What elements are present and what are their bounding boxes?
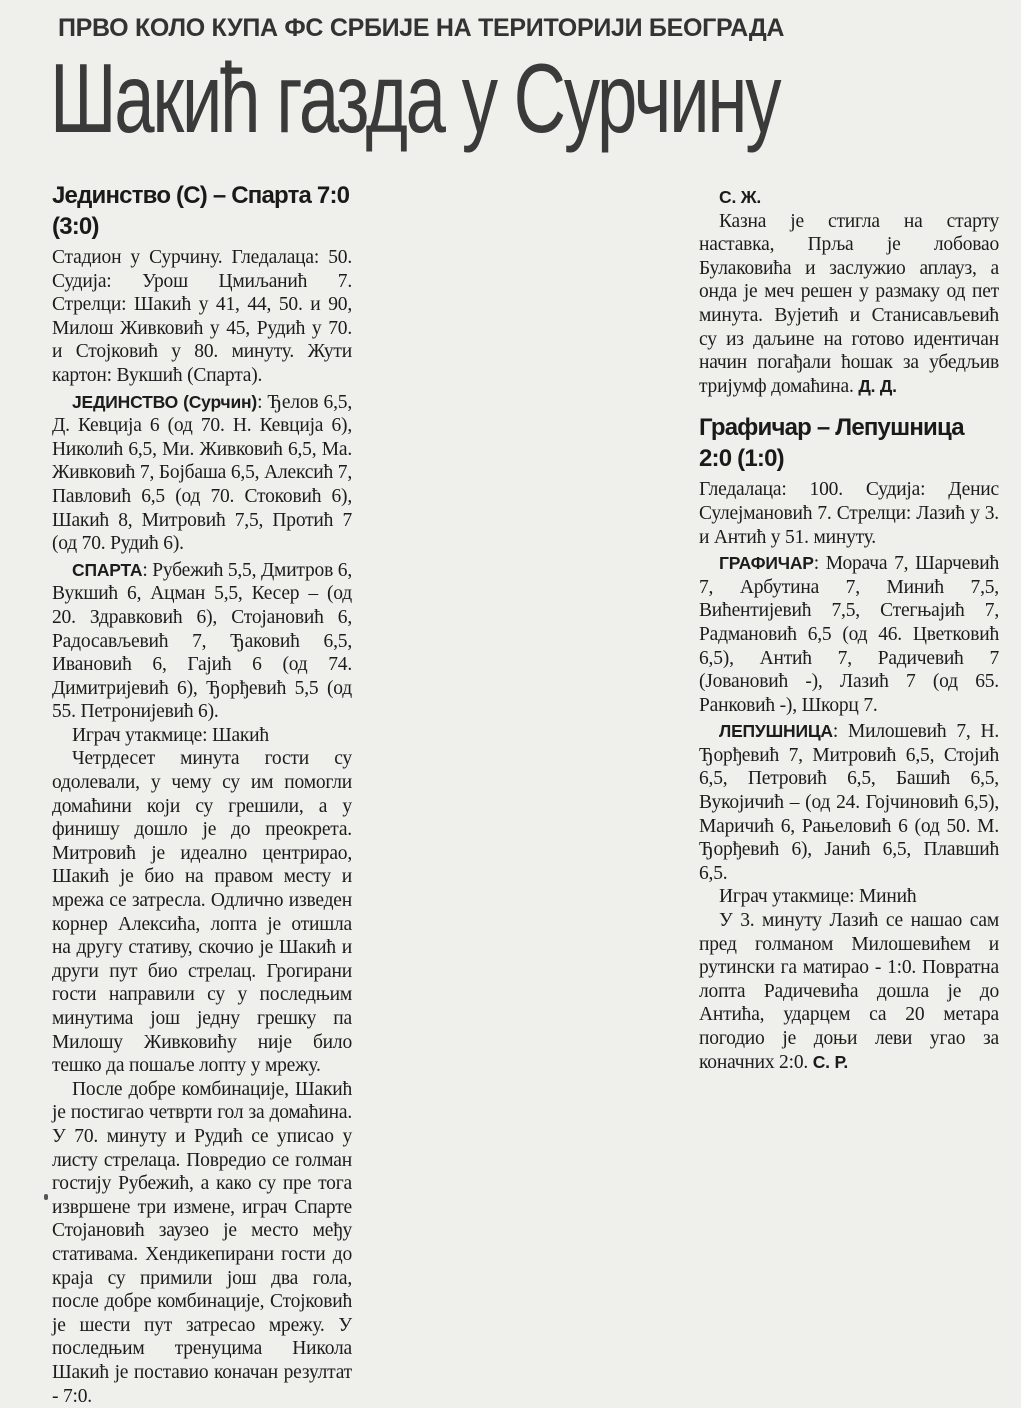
column-2: [374, 186, 678, 1198]
match1-report: Четрдесет минута гости су одолевали, у чему су им помогли домаћини који су грешили, а у финишу дошло је до преокрета. Митровић је идеално центрирао, Шакић је био на правом месту и мрежа се затресла. Одлично изведен корнер Алексића, лопта је отишла на другу стативу, скочио је Шакић и други пут био стрелац. Грогирани гости направили су у последњим минутима још једну грешку па Милошу Живковићу није било тешко да пошаље лопту у мрежу.: [52, 748, 352, 1077]
match1-motm: Играч утакмице: Шакић: [72, 724, 269, 746]
match3-home-name: ГРАФИЧАР: [719, 553, 814, 574]
match1-title: Јединство (С) – Спарта 7:0 (3:0): [52, 182, 350, 240]
match3-away-name: ЛЕПУШНИЦА: [719, 721, 833, 742]
match1-report2: После добре комбинације, Шакић је постигао четврти гол за домаћина. У 70. минуту и Рудић се уписао у листу стрелаца. Повредио се голман гостију Рубежић, а како су пре тога извршене три измене, играч Спарте Стојановић заузео је место међу стативама. Хендикепирани гости до краја су примили још два гола, после добре комбинације, Стојковић је шести пут затресао мрежу. У последњим тренуцима Никола Шакић је поставио коначан резултат - 7:0.: [52, 1078, 352, 1407]
match3-report-text: У 3. минуту Лазић се нашао сам пред голманом Милошевићем и рутински га матирао - 1:0. Повратна лопта Радичевића дошла је до Антића, ударцем са 20 метара погодио је доњи леви угао за коначних 2:0.: [699, 910, 999, 1073]
match3-away-lineup-text: : Милошевић 7, Н. Ђорђевић 7, Митровић 6,5, Стојић 6,5, Петровић 6,5, Башић 6,5, Вукојичић – (од 24. Гојчиновић 6,5), Маричић 6, Рањеловић 6 (од 50. М. Ђорђевић 6), Јанић 6,5, Плавшић 6,5.: [699, 721, 999, 884]
match1-author-line: [699, 186, 999, 210]
kicker: ПРВО КОЛО КУПА ФС СРБИЈЕ НА ТЕРИТОРИЈИ БЕОГРАДА: [58, 14, 785, 42]
page-edge-mark: [44, 1194, 48, 1200]
headline: Шакић газда у Сурчину: [50, 43, 780, 153]
match3-home-lineup: [699, 552, 999, 717]
match3-title: Графичар – Лепушница 2:0 (1:0): [699, 414, 964, 473]
match1-home-name: ЈЕДИНСТВО (Сурчин): [72, 391, 258, 412]
match1-author: С. Ж.: [719, 187, 762, 207]
match1-info: Стадион у Сурчину. Гледалаца: 50. Судија: Урош Цмиљанић 7. Стрелци: Шакић у 41, 44, 50. и 90, Милош Живковић у 45, Рудић у 70. и Стојковић у 80. минуту. Жути картон: Вукшић (Спарта).: [52, 247, 352, 386]
match3-home-lineup-text: : Морача 7, Шарчевић 7, Арбутина 7, Минић 7,5, Вићентијевић 7,5, Стегњајић 7, Радмановић 6,5 (од 46. Цветковић 6,5), Антић 7, Радичевић 7 (Јовановић -), Лазић 7 (од 65. Ранковић -), Шкорц 7.: [699, 553, 999, 716]
match2-report2: [699, 210, 999, 399]
match1-away-lineup: [52, 559, 352, 724]
match2-author: Д. Д.: [858, 375, 897, 396]
match1-away-name: СПАРТА: [72, 559, 143, 580]
match1-home-lineup: [52, 391, 352, 556]
match3-info: Гледалаца: 100. Судија: Денис Сулејмановић 7. Стрелци: Лазић у 3. и Антић у 51. минуту.: [699, 479, 999, 548]
column-3: [699, 186, 999, 1198]
match3-author: С. Р.: [812, 1051, 849, 1072]
match1-report2-start: [52, 1078, 352, 1408]
match3-report: [699, 909, 999, 1074]
match3-away-lineup: [699, 720, 999, 885]
match1-home-lineup-text: : Ђелов 6,5, Д. Кевција 6 (од 70. Н. Кевција 6), Николић 6,5, Ми. Живковић 6,5, Ма. Живковић 7, Бојбаша 6,5, Алексић 7, Павловић 6,5 (од 70. Стоковић 6), Шакић 8, Митровић 7,5, Протић 7 (од 70. Рудић 6).: [52, 391, 353, 555]
column-1: [52, 180, 353, 1407]
match3-motm: Играч утакмице: Минић: [719, 886, 917, 908]
match2-report2-text: Казна је стигла на старту наставка, Прља је лобовао Булаковића и заслужио аплауз, а онда је меч решен у размаку од пет минута. Вујетић и Станисављевић су из даљине на готово идентичан начин погађали ћошак за убедљив тријумф домаћина.: [699, 210, 999, 397]
match1-away-lineup-text: : Рубежић 5,5, Дмитров 6, Вукшић 6, Ацман 5,5, Кесер – (од 20. Здравковић 6), Стојановић 6, Радосављевић 7, Ђаковић 6,5, Ивановић 6, Гајић 6 (од 74. Димитријевић 6), Ђорђевић 5,5 (од 55. Петронијевић 6).: [52, 559, 352, 723]
